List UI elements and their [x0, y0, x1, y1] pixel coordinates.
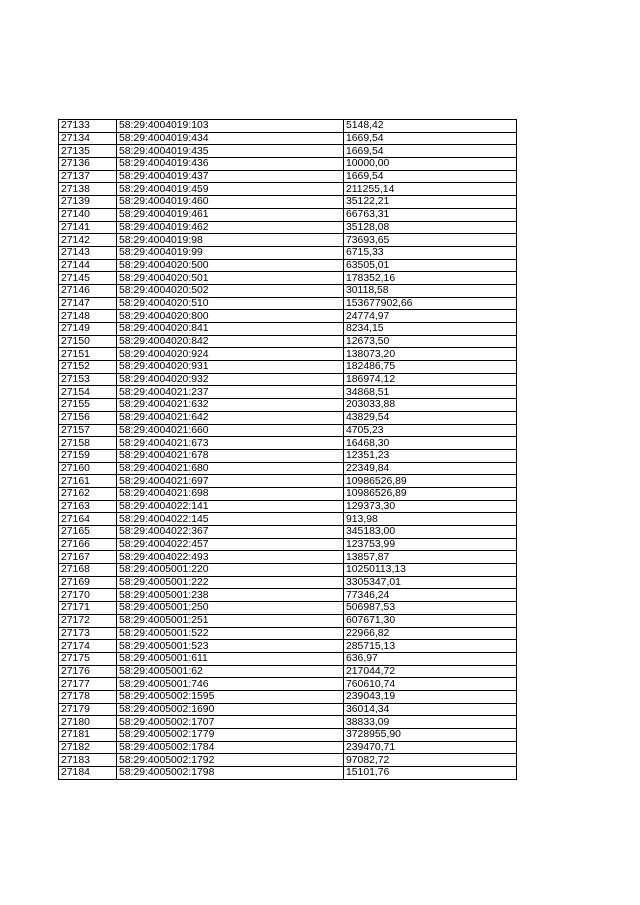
table-row — [59, 437, 517, 450]
table-row — [59, 449, 517, 462]
cadastral-value-cell: 153677902,66 — [344, 297, 517, 310]
row-number-cell: 27170 — [59, 589, 117, 602]
table-row — [59, 640, 517, 653]
cadastral-value-cell: 38833,09 — [344, 716, 517, 729]
table-row — [59, 386, 517, 399]
cadastral-value-cell: 66763,31 — [344, 208, 517, 221]
cadastral-value-cell: 1669,54 — [344, 145, 517, 158]
cadastral-value-cell: 5148,42 — [344, 120, 517, 133]
table-row — [59, 665, 517, 678]
cadastral-value-cell: 3305347,01 — [344, 576, 517, 589]
table-row — [59, 741, 517, 754]
row-number-cell: 27141 — [59, 221, 117, 234]
row-number-cell: 27140 — [59, 208, 117, 221]
cadastral-number-cell: 58:29:4004021:632 — [117, 399, 344, 412]
row-number-cell: 27146 — [59, 284, 117, 297]
cadastral-number-cell: 58:29:4004019:460 — [117, 196, 344, 209]
row-number-cell: 27143 — [59, 246, 117, 259]
cadastral-value-cell: 285715,13 — [344, 640, 517, 653]
row-number-cell: 27149 — [59, 323, 117, 336]
cadastral-value-cell: 10000,00 — [344, 158, 517, 171]
table-row — [59, 424, 517, 437]
cadastral-number-cell: 58:29:4004019:462 — [117, 221, 344, 234]
cadastral-number-cell: 58:29:4004020:502 — [117, 284, 344, 297]
row-number-cell: 27162 — [59, 487, 117, 500]
row-number-cell: 27171 — [59, 602, 117, 615]
cadastral-number-cell: 58:29:4005001:62 — [117, 665, 344, 678]
cadastral-value-cell: 10986526,89 — [344, 475, 517, 488]
cadastral-number-cell: 58:29:4004019:434 — [117, 132, 344, 145]
table-row — [59, 259, 517, 272]
cadastral-value-cell: 35128,08 — [344, 221, 517, 234]
cadastral-number-cell: 58:29:4004022:493 — [117, 551, 344, 564]
row-number-cell: 27174 — [59, 640, 117, 653]
table-row — [59, 158, 517, 171]
row-number-cell: 27169 — [59, 576, 117, 589]
cadastral-value-cell: 36014,34 — [344, 703, 517, 716]
cadastral-number-cell: 58:29:4005001:250 — [117, 602, 344, 615]
row-number-cell: 27181 — [59, 729, 117, 742]
row-number-cell: 27161 — [59, 475, 117, 488]
table-row — [59, 652, 517, 665]
cadastral-value-cell: 16468,30 — [344, 437, 517, 450]
cadastral-number-cell: 58:29:4004021:673 — [117, 437, 344, 450]
table-row — [59, 310, 517, 323]
cadastral-value-cell: 123753,99 — [344, 538, 517, 551]
table-row — [59, 614, 517, 627]
row-number-cell: 27151 — [59, 348, 117, 361]
cadastral-number-cell: 58:29:4005002:1784 — [117, 741, 344, 754]
cadastral-value-cell: 22966,82 — [344, 627, 517, 640]
row-number-cell: 27178 — [59, 690, 117, 703]
table-row — [59, 538, 517, 551]
table-row — [59, 234, 517, 247]
table-row — [59, 754, 517, 767]
cadastral-value-cell: 34868,51 — [344, 386, 517, 399]
row-number-cell: 27179 — [59, 703, 117, 716]
table-row — [59, 576, 517, 589]
table-row — [59, 183, 517, 196]
table-row — [59, 716, 517, 729]
row-number-cell: 27166 — [59, 538, 117, 551]
row-number-cell: 27137 — [59, 170, 117, 183]
row-number-cell: 27160 — [59, 462, 117, 475]
row-number-cell: 27136 — [59, 158, 117, 171]
cadastral-number-cell: 58:29:4004019:436 — [117, 158, 344, 171]
cadastral-number-cell: 58:29:4005002:1779 — [117, 729, 344, 742]
row-number-cell: 27150 — [59, 335, 117, 348]
cadastral-number-cell: 58:29:4005002:1595 — [117, 690, 344, 703]
cadastral-value-cell: 12673,50 — [344, 335, 517, 348]
cadastral-number-cell: 58:29:4004019:437 — [117, 170, 344, 183]
table-row — [59, 513, 517, 526]
cadastral-value-cell: 239043,19 — [344, 690, 517, 703]
row-number-cell: 27182 — [59, 741, 117, 754]
row-number-cell: 27147 — [59, 297, 117, 310]
cadastral-number-cell: 58:29:4004021:678 — [117, 449, 344, 462]
row-number-cell: 27153 — [59, 373, 117, 386]
table-row — [59, 690, 517, 703]
cadastral-number-cell: 58:29:4004021:698 — [117, 487, 344, 500]
cadastral-number-cell: 58:29:4004021:237 — [117, 386, 344, 399]
cadastral-number-cell: 58:29:4004022:367 — [117, 526, 344, 539]
row-number-cell: 27163 — [59, 500, 117, 513]
table-body — [59, 120, 517, 780]
cadastral-value-cell: 129373,30 — [344, 500, 517, 513]
cadastral-value-cell: 10250113,13 — [344, 564, 517, 577]
table-row — [59, 246, 517, 259]
table-row — [59, 348, 517, 361]
cadastral-number-cell: 58:29:4004019:461 — [117, 208, 344, 221]
table-row — [59, 487, 517, 500]
cadastral-number-cell: 58:29:4005002:1690 — [117, 703, 344, 716]
cadastral-value-cell: 4705,23 — [344, 424, 517, 437]
table-row — [59, 767, 517, 780]
row-number-cell: 27175 — [59, 652, 117, 665]
row-number-cell: 27157 — [59, 424, 117, 437]
cadastral-number-cell: 58:29:4004021:680 — [117, 462, 344, 475]
cadastral-value-cell: 30118,58 — [344, 284, 517, 297]
table-row — [59, 703, 517, 716]
cadastral-number-cell: 58:29:4005001:251 — [117, 614, 344, 627]
cadastral-value-cell: 77346,24 — [344, 589, 517, 602]
table-row — [59, 208, 517, 221]
cadastral-number-cell: 58:29:4004021:660 — [117, 424, 344, 437]
cadastral-number-cell: 58:29:4004019:99 — [117, 246, 344, 259]
cadastral-number-cell: 58:29:4005002:1707 — [117, 716, 344, 729]
table-row — [59, 120, 517, 133]
table-row — [59, 272, 517, 285]
cadastral-value-cell: 182486,75 — [344, 361, 517, 374]
cadastral-value-cell: 43829,54 — [344, 411, 517, 424]
cadastral-value-cell: 3728955,90 — [344, 729, 517, 742]
table-row — [59, 221, 517, 234]
cadastral-value-cell: 186974,12 — [344, 373, 517, 386]
row-number-cell: 27154 — [59, 386, 117, 399]
cadastral-number-cell: 58:29:4005001:611 — [117, 652, 344, 665]
row-number-cell: 27168 — [59, 564, 117, 577]
cadastral-value-cell: 22349,84 — [344, 462, 517, 475]
table-row — [59, 284, 517, 297]
row-number-cell: 27172 — [59, 614, 117, 627]
row-number-cell: 27156 — [59, 411, 117, 424]
cadastral-value-cell: 35122,21 — [344, 196, 517, 209]
cadastral-value-cell: 10986526,89 — [344, 487, 517, 500]
cadastral-value-cell: 913,98 — [344, 513, 517, 526]
table-row — [59, 323, 517, 336]
table-row — [59, 526, 517, 539]
row-number-cell: 27144 — [59, 259, 117, 272]
row-number-cell: 27183 — [59, 754, 117, 767]
table-row — [59, 589, 517, 602]
table-row — [59, 297, 517, 310]
cadastral-value-cell: 607671,30 — [344, 614, 517, 627]
cadastral-number-cell: 58:29:4005001:220 — [117, 564, 344, 577]
table-row — [59, 196, 517, 209]
cadastral-number-cell: 58:29:4005001:746 — [117, 678, 344, 691]
row-number-cell: 27180 — [59, 716, 117, 729]
table-row — [59, 627, 517, 640]
cadastral-number-cell: 58:29:4004020:500 — [117, 259, 344, 272]
table-row — [59, 551, 517, 564]
table-row — [59, 564, 517, 577]
table-row — [59, 373, 517, 386]
table-row — [59, 602, 517, 615]
cadastral-value-cell: 63505,01 — [344, 259, 517, 272]
row-number-cell: 27152 — [59, 361, 117, 374]
table-row — [59, 678, 517, 691]
cadastral-value-cell: 1669,54 — [344, 170, 517, 183]
cadastral-value-cell: 73693,65 — [344, 234, 517, 247]
cadastral-number-cell: 58:29:4004021:642 — [117, 411, 344, 424]
cadastral-number-cell: 58:29:4004021:697 — [117, 475, 344, 488]
cadastral-number-cell: 58:29:4004020:501 — [117, 272, 344, 285]
cadastral-number-cell: 58:29:4004020:510 — [117, 297, 344, 310]
row-number-cell: 27138 — [59, 183, 117, 196]
cadastral-number-cell: 58:29:4005001:523 — [117, 640, 344, 653]
table-row — [59, 411, 517, 424]
table-row — [59, 399, 517, 412]
cadastral-value-cell: 178352,16 — [344, 272, 517, 285]
cadastral-number-cell: 58:29:4004020:841 — [117, 323, 344, 336]
row-number-cell: 27148 — [59, 310, 117, 323]
row-number-cell: 27165 — [59, 526, 117, 539]
cadastral-value-cell: 138073,20 — [344, 348, 517, 361]
table-row — [59, 500, 517, 513]
cadastral-value-cell: 8234,15 — [344, 323, 517, 336]
cadastral-number-cell: 58:29:4004019:459 — [117, 183, 344, 196]
row-number-cell: 27167 — [59, 551, 117, 564]
cadastral-number-cell: 58:29:4005002:1792 — [117, 754, 344, 767]
cadastral-value-table — [58, 119, 517, 780]
row-number-cell: 27159 — [59, 449, 117, 462]
table-row — [59, 145, 517, 158]
cadastral-number-cell: 58:29:4005002:1798 — [117, 767, 344, 780]
cadastral-value-cell: 636,97 — [344, 652, 517, 665]
table-row — [59, 132, 517, 145]
row-number-cell: 27145 — [59, 272, 117, 285]
cadastral-value-cell: 211255,14 — [344, 183, 517, 196]
cadastral-number-cell: 58:29:4004020:924 — [117, 348, 344, 361]
cadastral-number-cell: 58:29:4004022:145 — [117, 513, 344, 526]
row-number-cell: 27142 — [59, 234, 117, 247]
cadastral-value-cell: 239470,71 — [344, 741, 517, 754]
cadastral-number-cell: 58:29:4005001:222 — [117, 576, 344, 589]
cadastral-number-cell: 58:29:4004019:98 — [117, 234, 344, 247]
cadastral-number-cell: 58:29:4005001:238 — [117, 589, 344, 602]
cadastral-number-cell: 58:29:4004020:800 — [117, 310, 344, 323]
row-number-cell: 27177 — [59, 678, 117, 691]
cadastral-number-cell: 58:29:4004022:141 — [117, 500, 344, 513]
row-number-cell: 27164 — [59, 513, 117, 526]
table-row — [59, 729, 517, 742]
row-number-cell: 27184 — [59, 767, 117, 780]
cadastral-number-cell: 58:29:4004020:931 — [117, 361, 344, 374]
row-number-cell: 27176 — [59, 665, 117, 678]
row-number-cell: 27158 — [59, 437, 117, 450]
cadastral-value-cell: 217044,72 — [344, 665, 517, 678]
cadastral-value-cell: 506987,53 — [344, 602, 517, 615]
table-row — [59, 170, 517, 183]
cadastral-value-cell: 15101,76 — [344, 767, 517, 780]
cadastral-value-cell: 1669,54 — [344, 132, 517, 145]
cadastral-value-cell: 760610,74 — [344, 678, 517, 691]
cadastral-number-cell: 58:29:4004020:842 — [117, 335, 344, 348]
table-row — [59, 462, 517, 475]
row-number-cell: 27139 — [59, 196, 117, 209]
cadastral-number-cell: 58:29:4004022:457 — [117, 538, 344, 551]
row-number-cell: 27173 — [59, 627, 117, 640]
cadastral-value-cell: 203033,88 — [344, 399, 517, 412]
table-row — [59, 475, 517, 488]
row-number-cell: 27133 — [59, 120, 117, 133]
table-row — [59, 335, 517, 348]
row-number-cell: 27135 — [59, 145, 117, 158]
cadastral-number-cell: 58:29:4005001:522 — [117, 627, 344, 640]
cadastral-value-cell: 6715,33 — [344, 246, 517, 259]
cadastral-value-cell: 345183,00 — [344, 526, 517, 539]
cadastral-value-cell: 12351,23 — [344, 449, 517, 462]
cadastral-number-cell: 58:29:4004019:103 — [117, 120, 344, 133]
row-number-cell: 27134 — [59, 132, 117, 145]
cadastral-number-cell: 58:29:4004019:435 — [117, 145, 344, 158]
row-number-cell: 27155 — [59, 399, 117, 412]
cadastral-value-cell: 97082,72 — [344, 754, 517, 767]
cadastral-value-cell: 24774,97 — [344, 310, 517, 323]
table-row — [59, 361, 517, 374]
cadastral-number-cell: 58:29:4004020:932 — [117, 373, 344, 386]
cadastral-value-cell: 13857,87 — [344, 551, 517, 564]
